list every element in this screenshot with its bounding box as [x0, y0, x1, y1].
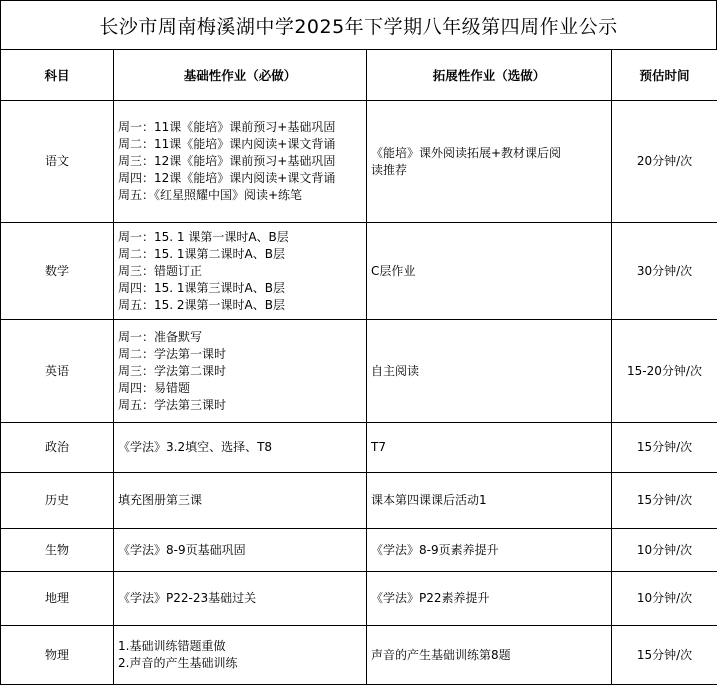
- time-cell: 15分钟/次: [612, 626, 717, 685]
- basic-homework-line: 周二：学法第一课时: [118, 346, 362, 363]
- basic-homework-line: 《学法》3.2填空、选择、T8: [118, 439, 362, 456]
- basic-homework-line: 周二：15. 1课第二课时A、B层: [118, 246, 362, 263]
- extended-homework-line: 读推荐: [371, 162, 607, 179]
- table-row: [1, 473, 717, 529]
- table-row: [1, 423, 717, 473]
- basic-homework-line: 周一：11课《能培》课前预习+基础巩固: [118, 119, 362, 136]
- time-cell: 10分钟/次: [612, 529, 717, 572]
- extended-homework-line: 《学法》8-9页素养提升: [371, 542, 607, 559]
- basic-homework-line: 《学法》P22-23基础过关: [118, 590, 362, 607]
- basic-homework-cell: [114, 423, 367, 473]
- basic-homework-line: 1.基础训练错题重做: [118, 638, 362, 655]
- basic-homework-cell: [114, 572, 367, 626]
- page-title: 长沙市周南梅溪湖中学2025年下学期八年级第四周作业公示: [0, 0, 717, 49]
- extended-homework-line: T7: [371, 439, 607, 456]
- basic-homework-line: 周五：学法第三课时: [118, 397, 362, 414]
- extended-homework-cell: [367, 473, 612, 529]
- subject-cell: 地理: [1, 572, 114, 626]
- subject-cell: 语文: [1, 101, 114, 223]
- time-cell: 30分钟/次: [612, 223, 717, 320]
- basic-homework-line: 《学法》8-9页基础巩固: [118, 542, 362, 559]
- subject-cell: 物理: [1, 626, 114, 685]
- basic-homework-cell: [114, 223, 367, 320]
- extended-homework-line: 《学法》P22素养提升: [371, 590, 607, 607]
- subject-cell: 数学: [1, 223, 114, 320]
- basic-homework-line: 周二：11课《能培》课内阅读+课文背诵: [118, 136, 362, 153]
- basic-homework-line: 周四：15. 1课第三课时A、B层: [118, 280, 362, 297]
- basic-homework-line: 周四：易错题: [118, 380, 362, 397]
- basic-homework-line: 周一：15. 1 课第一课时A、B层: [118, 229, 362, 246]
- time-cell: 15分钟/次: [612, 473, 717, 529]
- extended-homework-cell: [367, 423, 612, 473]
- subject-cell: 政治: [1, 423, 114, 473]
- extended-homework-cell: [367, 626, 612, 685]
- extended-homework-cell: [367, 572, 612, 626]
- extended-homework-cell: [367, 529, 612, 572]
- subject-cell: 英语: [1, 320, 114, 423]
- basic-homework-line: 周三：12课《能培》课前预习+基础巩固: [118, 153, 362, 170]
- basic-homework-line: 周一：准备默写: [118, 329, 362, 346]
- subject-cell: 历史: [1, 473, 114, 529]
- table-row: [1, 320, 717, 423]
- basic-homework-line: 周五：15. 2课第一课时A、B层: [118, 297, 362, 314]
- time-cell: 10分钟/次: [612, 572, 717, 626]
- header-extended: 拓展性作业（选做）: [367, 50, 612, 101]
- extended-homework-cell: [367, 223, 612, 320]
- basic-homework-cell: [114, 101, 367, 223]
- basic-homework-cell: [114, 626, 367, 685]
- basic-homework-line: 周五：《红星照耀中国》阅读+练笔: [118, 187, 362, 204]
- extended-homework-line: 《能培》课外阅读拓展+教材课后阅: [371, 145, 607, 162]
- time-cell: 20分钟/次: [612, 101, 717, 223]
- extended-homework-line: 自主阅读: [371, 363, 607, 380]
- header-time: 预估时间: [612, 50, 717, 101]
- homework-table: [0, 49, 717, 685]
- extended-homework-line: C层作业: [371, 263, 607, 280]
- extended-homework-cell: [367, 320, 612, 423]
- table-row: [1, 626, 717, 685]
- extended-homework-cell: [367, 101, 612, 223]
- basic-homework-line: 填充图册第三课: [118, 492, 362, 509]
- extended-homework-line: 课本第四课课后活动1: [371, 492, 607, 509]
- basic-homework-cell: [114, 529, 367, 572]
- table-row: [1, 223, 717, 320]
- subject-cell: 生物: [1, 529, 114, 572]
- table-row: [1, 572, 717, 626]
- basic-homework-line: 周四：12课《能培》课内阅读+课文背诵: [118, 170, 362, 187]
- extended-homework-line: 声音的产生基础训练第8题: [371, 647, 607, 664]
- basic-homework-cell: [114, 320, 367, 423]
- basic-homework-cell: [114, 473, 367, 529]
- header-row: [1, 50, 717, 101]
- basic-homework-line: 周三：学法第二课时: [118, 363, 362, 380]
- basic-homework-line: 2.声音的产生基础训练: [118, 655, 362, 672]
- header-subject: 科目: [1, 50, 114, 101]
- time-cell: 15-20分钟/次: [612, 320, 717, 423]
- table-row: [1, 529, 717, 572]
- time-cell: 15分钟/次: [612, 423, 717, 473]
- table-row: [1, 101, 717, 223]
- basic-homework-line: 周三：错题订正: [118, 263, 362, 280]
- header-basic: 基础性作业（必做）: [114, 50, 367, 101]
